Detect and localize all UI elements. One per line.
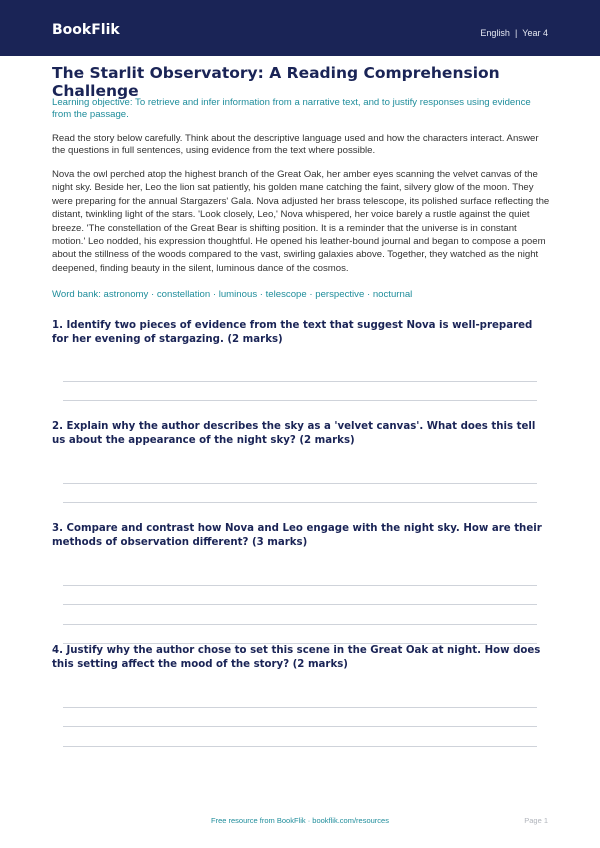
page-number: Page 1 <box>524 816 548 825</box>
year-label: Year 4 <box>522 28 548 38</box>
answer-line[interactable] <box>63 746 537 747</box>
answer-line[interactable] <box>63 707 537 708</box>
answer-line[interactable] <box>63 381 537 382</box>
learning-objective: Learning objective: To retrieve and infer information from a narrative text, and to justify responses using evidence from the passage. <box>52 97 531 120</box>
story-passage: Nova the owl perched atop the highest branch of the Great Oak, her amber eyes scanning the velvet canvas of the night sky. Beside her, Leo the lion sat patiently, his golden mane catching the faint, silvery glow of the moon. They were preparing for the annual Stargazers' Gala. Nova adjusted her brass telescope, its polished surface reflecting the distant, twinkling light of the stars. 'Look closely, Leo,' Nova whispered, her voice barely a rustle against the quiet breeze. 'The constellation of the Great Bear is shifting position. It is a reminder that the universe is in constant motion.' Leo nodded, his expression thoughtful. He opened his leather-bound journal and began to compose a poem about the stillness of the woods compared to the vast, swirling galaxies above. Together, they watched as the night deepened, finding beauty in the silent, luminous dance of the cosmos. <box>52 169 550 274</box>
question-1: 1. Identify two pieces of evidence from the text that suggest Nova is well-prepared for her evening of stargazing. (2 marks) <box>52 320 533 345</box>
answer-line[interactable] <box>63 604 537 605</box>
brand-logo: BookFlik <box>52 22 120 38</box>
page-title: The Starlit Observatory: A Reading Comprehension Challenge <box>52 64 500 100</box>
answer-line[interactable] <box>63 502 537 503</box>
answer-line[interactable] <box>63 585 537 586</box>
question-2: 2. Explain why the author describes the sky as a 'velvet canvas'. What does this tell us about the appearance of the night sky? (2 marks) <box>52 421 536 446</box>
instructions: Read the story below carefully. Think about the descriptive language used and how the characters interact. Answer the questions in full sentences, using evidence from the text where possible. <box>52 133 539 156</box>
subject-year-label <box>480 28 548 38</box>
answer-line[interactable] <box>63 483 537 484</box>
question-3: 3. Compare and contrast how Nova and Leo engage with the night sky. How are their methods of observation different? (3 marks) <box>52 523 542 548</box>
question-4: 4. Justify why the author chose to set this scene in the Great Oak at night. How does this setting affect the mood of the story? (2 marks) <box>52 645 541 670</box>
answer-line[interactable] <box>63 400 537 401</box>
word-bank: Word bank: astronomy · constellation · luminous · telescope · perspective · nocturnal <box>52 289 413 300</box>
answer-line[interactable] <box>63 624 537 625</box>
page-header <box>0 0 600 56</box>
subject-label: English <box>480 28 510 38</box>
separator: | <box>514 28 518 38</box>
answer-line[interactable] <box>63 726 537 727</box>
page-footer <box>0 816 600 828</box>
footer-credit-link[interactable]: Free resource from BookFlik · bookflik.com/resources <box>211 816 389 825</box>
